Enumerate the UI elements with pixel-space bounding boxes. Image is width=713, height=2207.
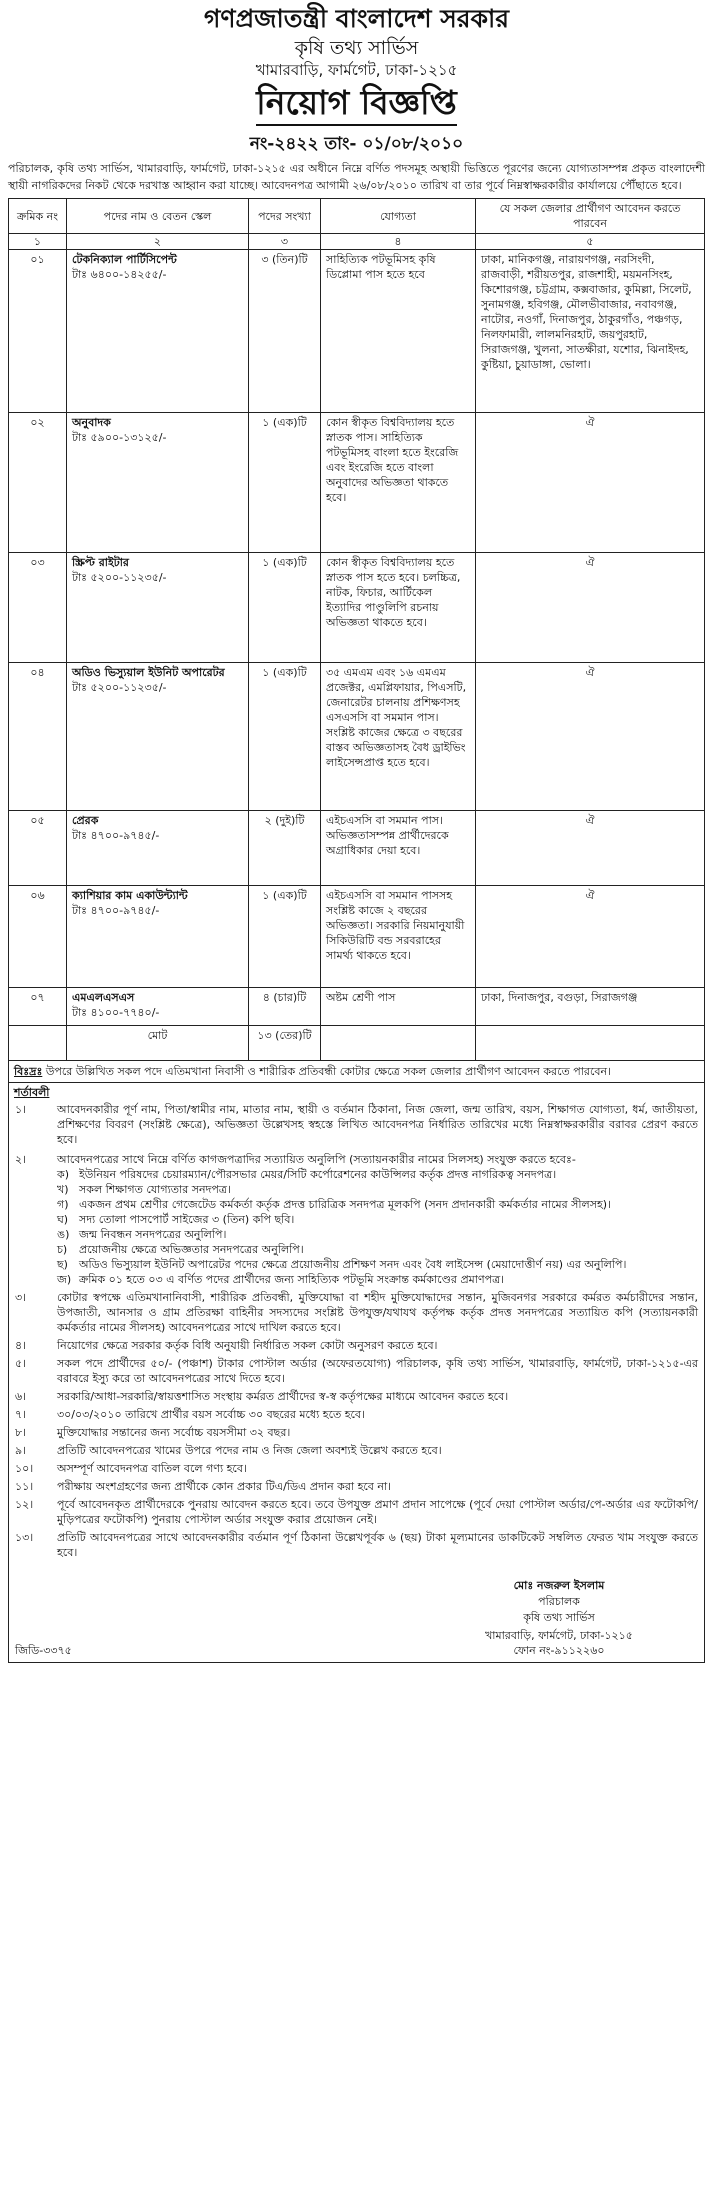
conditions-title: শর্তাবলী bbox=[14, 1086, 50, 1099]
table-row bbox=[9, 886, 705, 988]
post-name: প্রেরক bbox=[72, 814, 99, 827]
sub-label: খ) bbox=[57, 1183, 69, 1196]
sub-item bbox=[57, 1227, 698, 1242]
pay-scale: টাঃ ৪৭০০-৯৭৪৫/- bbox=[72, 904, 160, 917]
post-name: টেকনিক্যাল পার্টিসিপেন্ট bbox=[72, 253, 177, 266]
condition-text: কোটার স্বপক্ষে এতিমখানানিবাসী, শারীরিক প্রতিবন্ধী, মুক্তিযোদ্ধা বা শহীদ মুক্তিযোদ্ধাদের সন্তান, মুজিবনগর সরকারে কর্মরত কর্মচারীদের সন্তান, উপজাতী, আনসার ও গ্রাম প্রতিরক্ষা বাহিনীর সদস্যদের সংশ্লিষ্ট উপযুক্ত/যথাযথ কর্তৃপক্ষ কর্তৃক প্রদত্ত সনদপত্রের সত্যায়িত কপি (সত্যায়নকারী কর্মকর্তার নামের সীলসহ) আবেদনপত্রের সাথে দাখিল করতে হবে। bbox=[57, 1291, 698, 1334]
row-post bbox=[67, 663, 249, 811]
row-qualification: অষ্টম শ্রেণী পাস bbox=[321, 988, 476, 1026]
footer-contact bbox=[444, 1628, 674, 1658]
table-row bbox=[9, 413, 705, 553]
condition-number: ৬। bbox=[15, 1390, 27, 1403]
condition-text: আবেদনকারীর পূর্ণ নাম, পিতা/স্বামীর নাম, মাতার নাম, স্থায়ী ও বর্তমান ঠিকানা, নিজ জেলা, জন্ম তারিখ, বয়স, শিক্ষাগত যোগ্যতা, ধর্ম, জাতীয়তা, প্রশিক্ষণের বিবরণ (সংশ্লিষ্ট ক্ষেত্রে), অভিজ্ঞতা উল্লেখসহ স্বহস্তে লিখিত আবেদনপত্র নির্ধারিত তারিখের মধ্যে নিম্নস্বাক্ষরকারীর বরাবর প্রেরণ করতে হবে। bbox=[57, 1103, 698, 1146]
signature-block bbox=[444, 1578, 674, 1626]
condition-number: ২। bbox=[15, 1153, 27, 1166]
row-qualification: এইচএসসি বা সমমান পাস। অভিজ্ঞতাসম্পন্ন প্রার্থীদেরকে অগ্রাধিকার দেয়া হবে। bbox=[321, 811, 476, 886]
department-address: খামারবাড়ি, ফার্মগেট, ঢাকা-১২১৫ bbox=[255, 61, 458, 79]
post-name: অডিও ভিস্যুয়াল ইউনিট অপারেটর bbox=[72, 666, 225, 679]
col-header-qualification: যোগ্যতা bbox=[321, 199, 476, 234]
sub-text: অডিও ভিস্যুয়াল ইউনিট অপারেটর পদের ক্ষেত্রে প্রয়োজনীয় প্রশিক্ষণ সনদ এবং বৈধ লাইসেন্স (মেয়াদোত্তীর্ণ নয়) এর অনুলিপি। bbox=[79, 1258, 627, 1271]
sub-item bbox=[57, 1242, 698, 1257]
col-header-count: পদের সংখ্যা bbox=[249, 199, 321, 234]
sub-text: প্রয়োজনীয় ক্ষেত্রে অভিজ্ঞতার সনদপত্রের অনুলিপি। bbox=[79, 1243, 304, 1256]
signatory-phone: ফোন নং-৯১১২২৬০ bbox=[513, 1644, 605, 1657]
vacancy-table bbox=[8, 198, 705, 1061]
condition-number: ১১। bbox=[15, 1480, 34, 1493]
reference-number: নং-২৪২২ তাং- ০১/০৮/২০১০ bbox=[249, 134, 464, 154]
post-name: স্ক্রিপ্ট রাইটার bbox=[72, 556, 129, 569]
total-label: মোট bbox=[67, 1026, 249, 1061]
sub-label: জ) bbox=[57, 1273, 72, 1286]
col-index: ১ bbox=[9, 234, 67, 250]
row-serial: ০৪ bbox=[9, 663, 67, 811]
condition-item bbox=[9, 1290, 704, 1335]
row-qualification: সাহিত্যিক পটভূমিসহ কৃষি ডিপ্লোমা পাস হতে হবে bbox=[321, 250, 476, 413]
column-index-row bbox=[9, 234, 705, 250]
condition-item bbox=[9, 1152, 704, 1287]
sub-text: একজন প্রথম শ্রেণীর গেজেটেড কর্মকর্তা কর্তৃক প্রদত্ত চারিত্রিক সনদপত্র মূলকপি (সনদ প্রদানকারী কর্মকর্তার নামের সীলসহ)। bbox=[79, 1198, 612, 1211]
sub-label: ক) bbox=[57, 1168, 69, 1181]
row-count: ১ (এক)টি bbox=[249, 663, 321, 811]
sub-text: ইউনিয়ন পরিষদের চেয়ারম্যান/পৌরসভার মেয়র/সিটি কর্পোরেশনের কাউন্সিলর কর্তৃক প্রদত্ত নাগরিকত্ব সনদপত্র। bbox=[79, 1168, 557, 1181]
row-districts: ঐ bbox=[476, 811, 705, 886]
condition-item bbox=[9, 1530, 704, 1560]
condition-text: নিয়োগের ক্ষেত্রে সরকার কর্তৃক বিধি অনুযায়ী নির্ধারিত সকল কোটা অনুসরণ করতে হবে। bbox=[57, 1339, 438, 1352]
condition-number: ৭। bbox=[15, 1408, 27, 1421]
signatory-designation: পরিচালক bbox=[538, 1595, 580, 1608]
table-row bbox=[9, 988, 705, 1026]
signatory-address: খামারবাড়ি, ফার্মগেট, ঢাকা-১২১৫ bbox=[485, 1629, 633, 1642]
govt-name: গণপ্রজাতন্ত্রী বাংলাদেশ সরকার bbox=[204, 4, 509, 33]
row-districts: ঢাকা, মানিকগঞ্জ, নারায়ণগঞ্জ, নরসিংদী, রাজবাড়ী, শরীয়তপুর, রাজশাহী, ময়মনসিংহ, কিশোরগঞ্জ, চট্টগ্রাম, কক্সবাজার, কুমিল্লা, সিলেট, সুনামগঞ্জ, হবিগঞ্জ, মৌলভীবাজার, নবাবগঞ্জ, নাটোর, নওগাঁ, দিনাজপুর, ঠাকুরগাঁও, পঞ্চগড়, নিলফামারী, লালমনিরহাট, জয়পুরহাট, সিরাজগঞ্জ, খুলনা, সাতক্ষীরা, যশোর, ঝিনাইদহ, কুষ্টিয়া, চুয়াডাঙ্গা, ভোলা। bbox=[476, 250, 705, 413]
col-index: ৪ bbox=[321, 234, 476, 250]
row-serial: ০১ bbox=[9, 250, 67, 413]
row-count: ২ (দুই)টি bbox=[249, 811, 321, 886]
sub-label: ঘ) bbox=[57, 1213, 69, 1226]
total-count: ১৩ (তের)টি bbox=[249, 1026, 321, 1061]
table-row bbox=[9, 250, 705, 413]
total-blank bbox=[476, 1026, 705, 1061]
intro-paragraph: পরিচালক, কৃষি তথ্য সার্ভিস, খামারবাড়ি, ফার্মগেট, ঢাকা-১২১৫ এর অধীনে নিম্নে বর্ণিত পদসমূহ অস্থায়ী ভিত্তিতে পূরণের জন্যে যোগ্যতাসম্পন্ন প্রকৃত বাংলাদেশী স্থায়ী নাগরিকদের নিকট থেকে দরখাস্ত আহ্বান করা যাচ্ছে। আবেদনপত্র আগামী ২৬/০৮/২০১০ তারিখ বা তার পূর্বে নিম্নস্বাক্ষরকারীর কার্যালয়ে পৌঁছাতে হবে। bbox=[8, 162, 705, 192]
condition-number: ৪। bbox=[15, 1339, 27, 1352]
pay-scale: টাঃ ৪৭০০-৯৭৪৫/- bbox=[72, 829, 160, 842]
col-index: ৫ bbox=[476, 234, 705, 250]
condition-number: ১২। bbox=[15, 1498, 34, 1511]
condition-number: ১০। bbox=[15, 1462, 34, 1475]
condition-number: ৯। bbox=[15, 1444, 27, 1457]
condition-text: প্রতিটি আবেদনপত্রের সাথে আবেদনকারীর বর্তমান পূর্ণ ঠিকানা উল্লেখপূর্বক ৬ (ছয়) টাকা মূল্যমানের ডাকটিকেট সম্বলিত ফেরত খাম সংযুক্ত করতে হবে। bbox=[57, 1531, 698, 1559]
condition-number: ৫। bbox=[15, 1357, 27, 1370]
row-districts: ঢাকা, দিনাজপুর, বগুড়া, সিরাজগঞ্জ bbox=[476, 988, 705, 1026]
note bbox=[9, 1061, 704, 1083]
row-post bbox=[67, 413, 249, 553]
row-count: ১ (এক)টি bbox=[249, 886, 321, 988]
row-districts: ঐ bbox=[476, 553, 705, 663]
pay-scale: টাঃ ৫২০০-১১২৩৫/- bbox=[72, 571, 167, 584]
row-qualification: কোন স্বীকৃত বিশ্ববিদ্যালয় হতে স্নাতক পাস। সাহিত্যিক পটভূমিসহ বাংলা হতে ইংরেজি এবং ইংরেজি হতে বাংলা অনুবাদের অভিজ্ঞতা থাকতে হবে। bbox=[321, 413, 476, 553]
post-name: অনুবাদক bbox=[72, 416, 111, 429]
row-serial: ০৬ bbox=[9, 886, 67, 988]
col-header-districts: যে সকল জেলার প্রার্থীগণ আবেদন করতে পারবেন bbox=[476, 199, 705, 234]
row-serial: ০৭ bbox=[9, 988, 67, 1026]
sub-text: সদ্য তোলা পাসপোর্ট সাইজের ৩ (তিন) কপি ছবি। bbox=[79, 1213, 295, 1226]
department-name: কৃষি তথ্য সার্ভিস bbox=[294, 37, 419, 59]
sub-text: জন্ম নিবন্ধন সনদপত্রের অনুলিপি। bbox=[79, 1228, 227, 1241]
condition-item bbox=[9, 1102, 704, 1147]
condition-text: সরকারি/আধা-সরকারি/স্বায়ত্তশাসিত সংস্থায় কর্মরত প্রার্থীদের স্ব-স্ব কর্তৃপক্ষের মাধ্যমে আবেদন করতে হবে। bbox=[57, 1390, 509, 1403]
col-header-serial: ক্রমিক নং bbox=[9, 199, 67, 234]
post-name: ক্যাশিয়ার কাম একাউন্ট্যান্ট bbox=[72, 889, 188, 902]
row-count: ১ (এক)টি bbox=[249, 413, 321, 553]
row-count: ৩ (তিন)টি bbox=[249, 250, 321, 413]
condition-text: প্রতিটি আবেদনপত্রের খামের উপরে পদের নাম ও নিজ জেলা অবশ্যই উল্লেখ করতে হবে। bbox=[57, 1444, 442, 1457]
col-header-post: পদের নাম ও বেতন স্কেল bbox=[67, 199, 249, 234]
total-blank bbox=[321, 1026, 476, 1061]
table-row bbox=[9, 663, 705, 811]
row-qualification: কোন স্বীকৃত বিশ্ববিদ্যালয় হতে স্নাতক পাস হতে হবে। চলচ্চিত্র, নাটক, ফিচার, আর্টিকেল ইত্যাদির পাণ্ডুলিপি রচনায় অভিজ্ঞতা থাকতে হবে। bbox=[321, 553, 476, 663]
table-header-row bbox=[9, 199, 705, 234]
condition-text: পরীক্ষায় অংশগ্রহণের জন্য প্রার্থীকে কোন প্রকার টিএ/ডিএ প্রদান করা হবে না। bbox=[57, 1480, 392, 1493]
condition-text: ৩০/০৩/২০১০ তারিখে প্রার্থীর বয়স সর্বোচ্চ ৩০ বছরের মধ্যে হতে হবে। bbox=[57, 1408, 365, 1421]
pay-scale: টাঃ ৫২০০-১১২৩৫/- bbox=[72, 681, 167, 694]
row-qualification: এইচএসসি বা সমমান পাসসহ সংশ্লিষ্ট কাজে ২ বছরের অভিজ্ঞতা। সরকারি নিয়মানুযায়ী সিকিউরিটি বন্ড সরবরাহের সামর্থ্য থাকতে হবে। bbox=[321, 886, 476, 988]
row-serial: ০৩ bbox=[9, 553, 67, 663]
row-count: ৪ (চার)টি bbox=[249, 988, 321, 1026]
condition-text: সকল পদে প্রার্থীদের ৫০/- (পঞ্চাশ) টাকার পোস্টাল অর্ডার (অফেরতযোগ্য) পরিচালক, কৃষি তথ্য সার্ভিস, খামারবাড়ি, ফার্মগেট, ঢাকা-১২১৫-এর বরাবরে ইস্যু করে তা আবেদনপত্রের সাথে দিতে হবে। bbox=[57, 1357, 698, 1385]
row-post bbox=[67, 886, 249, 988]
condition-item bbox=[9, 1443, 704, 1458]
sub-text: সকল শিক্ষাগত যোগ্যতার সনদপত্র। bbox=[79, 1183, 231, 1196]
row-qualification: ৩৫ এমএম এবং ১৬ এমএম প্রজেক্টর, এমপ্লিফায়ার, পিএসটি, জেনারেটর চালনায় প্রশিক্ষণসহ এসএসসি বা সমমান পাস। সংশ্লিষ্ট কাজের ক্ষেত্রে ৩ বছরের বাস্তব অভিজ্ঞতাসহ বৈধ ড্রাইভিং লাইসেন্সপ্রাপ্ত হতে হবে। bbox=[321, 663, 476, 811]
sub-item bbox=[57, 1272, 698, 1287]
col-index: ৩ bbox=[249, 234, 321, 250]
pay-scale: টাঃ ৪১০০-৭৭৪০/- bbox=[72, 1006, 160, 1019]
row-districts: ঐ bbox=[476, 413, 705, 553]
terms-box bbox=[8, 1061, 705, 1663]
pay-scale: টাঃ ৬৪০০-১৪২৫৫/- bbox=[72, 268, 167, 281]
condition-item bbox=[9, 1497, 704, 1527]
condition-text: আবেদনপত্রের সাথে নিম্নে বর্ণিত কাগজপত্রাদির সত্যায়িত অনুলিপি (সত্যায়নকারীর নামের সিলসহ) সংযুক্ত করতে হবেঃ- bbox=[57, 1153, 576, 1166]
condition-number: ৮। bbox=[15, 1426, 27, 1439]
row-serial: ০৫ bbox=[9, 811, 67, 886]
row-serial: ০২ bbox=[9, 413, 67, 553]
sub-label: গ) bbox=[57, 1198, 69, 1211]
condition-item bbox=[9, 1479, 704, 1494]
condition-text: পূর্বে আবেদনকৃত প্রার্থীদেরকে পুনরায় আবেদন করতে হবে। তবে উপযুক্ত প্রমাণ প্রদান সাপেক্ষে (পূর্বে দেয়া পোস্টাল অর্ডার/পে-অর্ডার এর ফটোকপি/মুড়িপত্রের ফটোকপি) পুনরায় পোস্টাল অর্ডার সংযুক্ত করার প্রয়োজন নেই। bbox=[57, 1498, 698, 1526]
condition-item bbox=[9, 1407, 704, 1422]
row-count: ১ (এক)টি bbox=[249, 553, 321, 663]
header bbox=[8, 0, 705, 156]
row-districts: ঐ bbox=[476, 663, 705, 811]
sub-item bbox=[57, 1212, 698, 1227]
signatory-name: মোঃ নজরুল ইসলাম bbox=[513, 1579, 605, 1592]
condition-item bbox=[9, 1425, 704, 1440]
signatory-office: কৃষি তথ্য সার্ভিস bbox=[523, 1611, 595, 1624]
condition-item bbox=[9, 1356, 704, 1386]
condition-number: ৩। bbox=[15, 1291, 27, 1304]
row-post bbox=[67, 250, 249, 413]
sub-item bbox=[57, 1257, 698, 1272]
condition-item bbox=[9, 1389, 704, 1404]
sub-item bbox=[57, 1182, 698, 1197]
sub-label: ঙ) bbox=[57, 1228, 70, 1241]
row-districts: ঐ bbox=[476, 886, 705, 988]
table-row bbox=[9, 811, 705, 886]
condition-item bbox=[9, 1338, 704, 1353]
row-post bbox=[67, 988, 249, 1026]
pay-scale: টাঃ ৫৯০০-১৩১২৫/- bbox=[72, 431, 167, 444]
job-circular bbox=[8, 0, 705, 1663]
total-blank bbox=[9, 1026, 67, 1061]
footer-code: জিডি-৩৩৭৫ bbox=[15, 1644, 72, 1657]
condition-body bbox=[57, 1152, 704, 1287]
page-title: নিয়োগ বিজ্ঞপ্তি bbox=[256, 82, 456, 126]
col-index: ২ bbox=[67, 234, 249, 250]
condition-text: অসম্পূর্ণ আবেদনপত্র বাতিল বলে গণ্য হবে। bbox=[57, 1462, 247, 1475]
post-name: এমএলএসএস bbox=[72, 991, 135, 1004]
footer bbox=[9, 1626, 704, 1662]
total-row bbox=[9, 1026, 705, 1061]
sub-item bbox=[57, 1197, 698, 1212]
sub-text: ক্রমিক ০১ হতে ০৩ এ বর্ণিত পদের প্রার্থীদের জন্য সাহিত্যিক পটভূমি সংক্রান্ত কর্মকাণ্ডের প্রমাণপত্র। bbox=[79, 1273, 505, 1286]
condition-number: ১। bbox=[15, 1103, 27, 1116]
sub-label: ছ) bbox=[57, 1258, 68, 1271]
table-row bbox=[9, 553, 705, 663]
condition-item bbox=[9, 1461, 704, 1476]
note-text: উপরে উল্লিখিত সকল পদে এতিমখানা নিবাসী ও শারীরিক প্রতিবন্ধী কোটার ক্ষেত্রে সকল জেলার প্রার্থীগণ আবেদন করতে পারবেন। bbox=[45, 1065, 611, 1078]
note-label: বিঃদ্রঃ bbox=[14, 1065, 43, 1078]
row-post bbox=[67, 553, 249, 663]
sub-label: চ) bbox=[57, 1243, 68, 1256]
sub-item bbox=[57, 1167, 698, 1182]
condition-text: মুক্তিযোদ্ধার সন্তানের জন্য সর্বোচ্চ বয়সসীমা ৩২ বছর। bbox=[57, 1426, 291, 1439]
row-post bbox=[67, 811, 249, 886]
condition-number: ১৩। bbox=[15, 1531, 34, 1544]
